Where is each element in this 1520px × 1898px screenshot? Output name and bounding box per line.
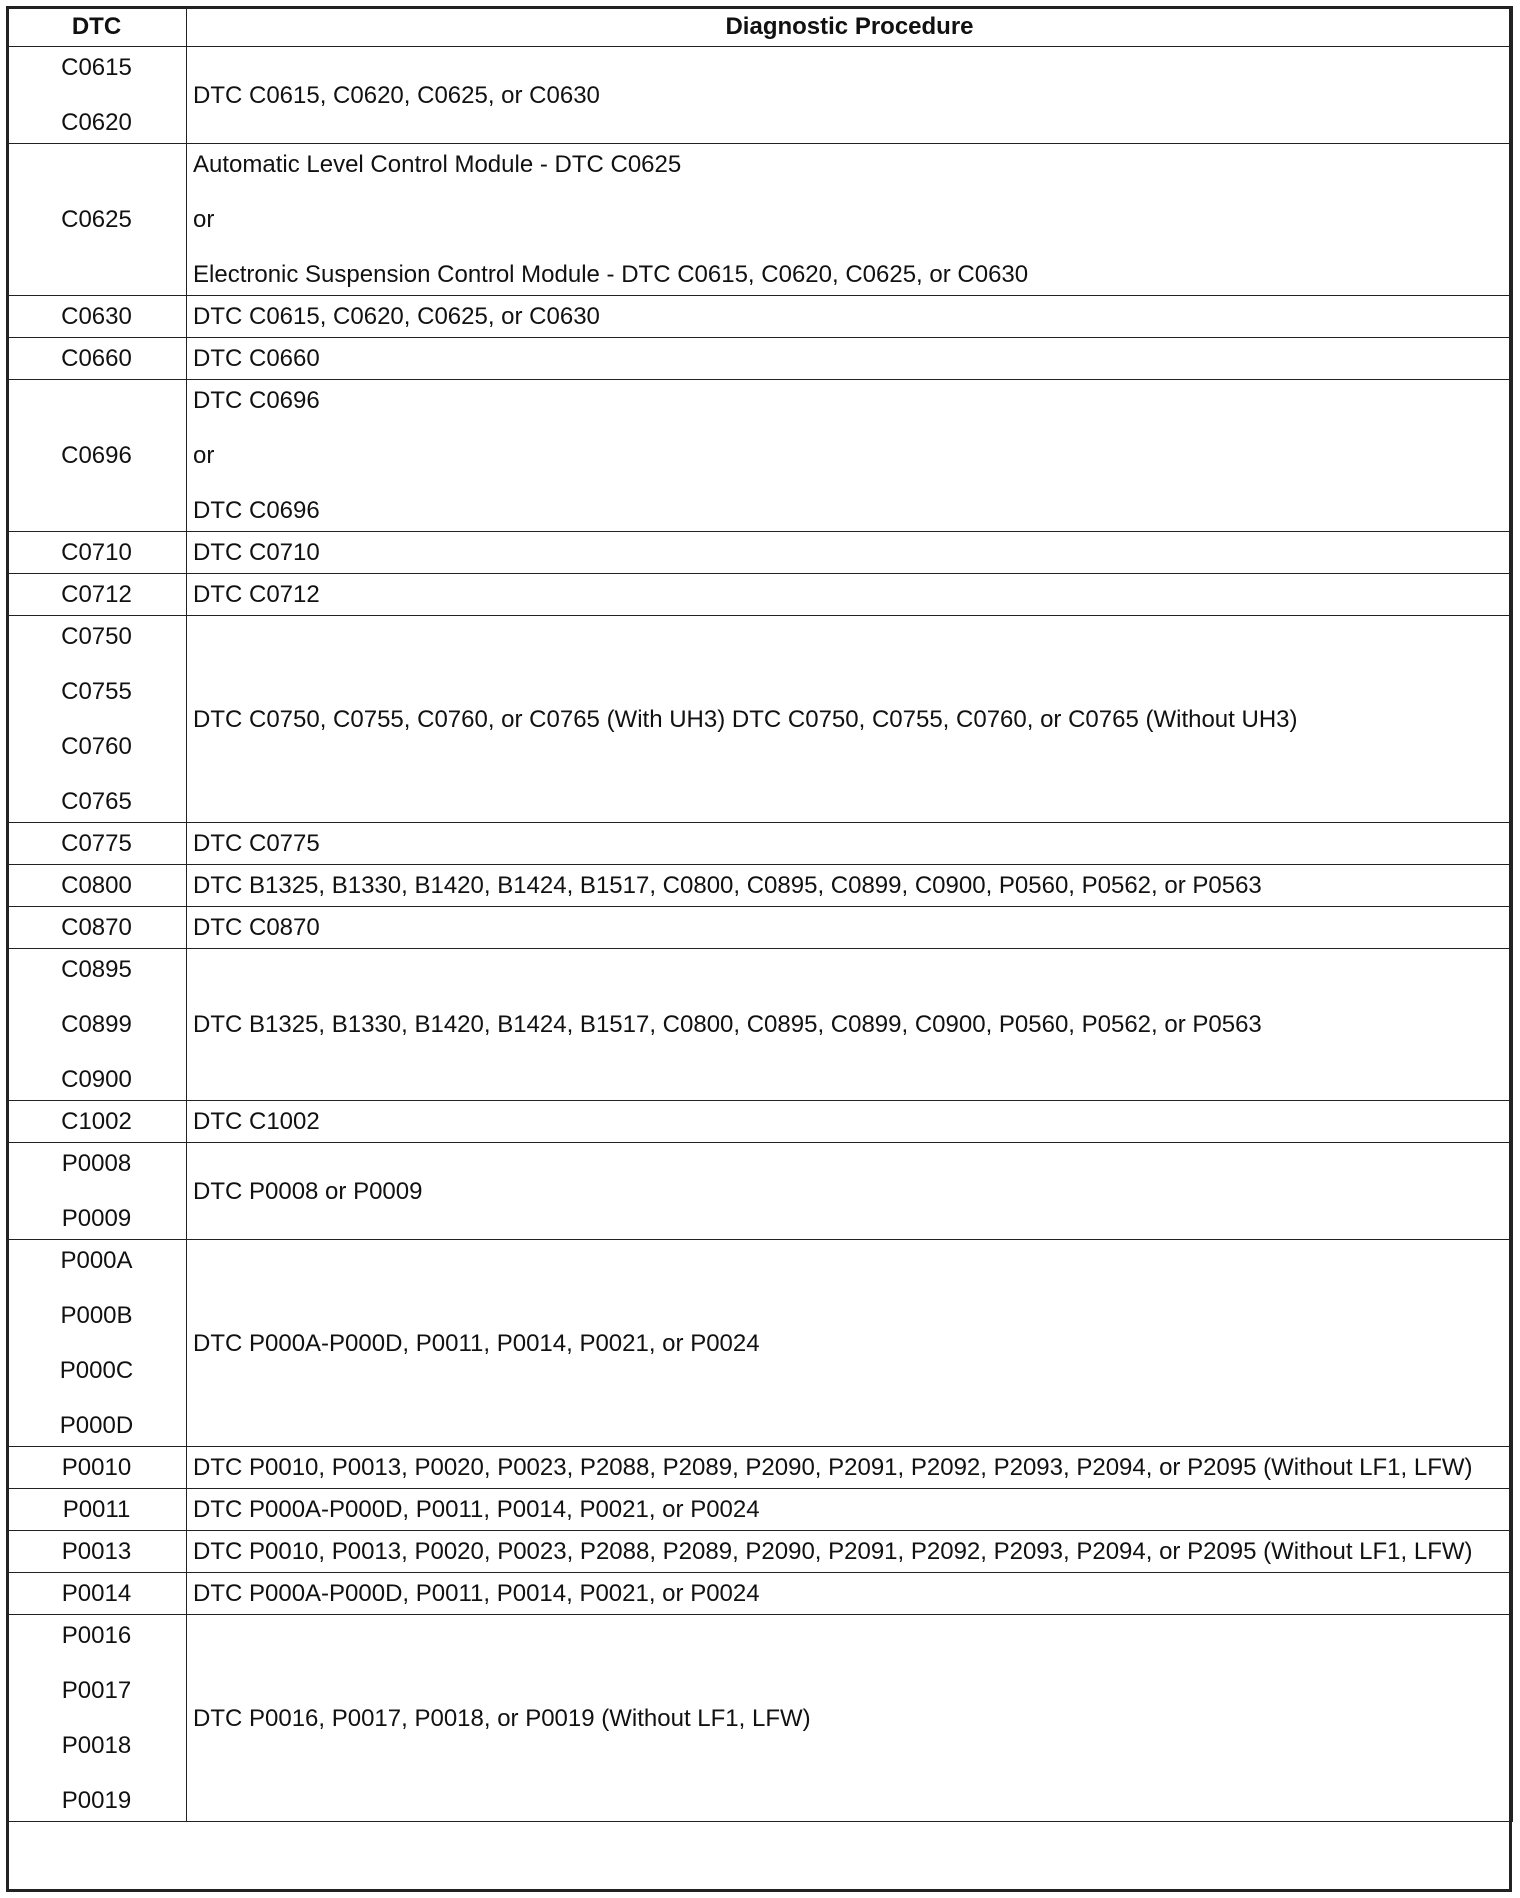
dtc-code: C0900 [61,1066,132,1093]
procedure-text: or [193,206,215,233]
diagnostic-procedure-cell [187,865,1513,907]
diagnostic-procedure-cell [187,1489,1513,1531]
dtc-code: C0660 [61,345,132,372]
table-row [7,823,1513,865]
table-header-row [7,7,1513,47]
dtc-code: C0620 [61,109,132,136]
dtc-code-cell [7,907,187,949]
diagnostic-procedure-cell [187,380,1513,532]
diagnostic-procedure-cell [187,338,1513,380]
dtc-code: C0895 [61,956,132,983]
table-row [7,1615,1513,1822]
dtc-code-cell [7,1101,187,1143]
procedure-text: DTC C0870 [193,914,320,941]
dtc-table [6,6,1513,1822]
procedure-text: DTC C0775 [193,830,320,857]
procedure-text: DTC P000A-P000D, P0011, P0014, P0021, or P0024 [193,1580,760,1607]
table-row [7,1143,1513,1240]
diagnostic-procedure-cell [187,1240,1513,1447]
dtc-code-cell [7,532,187,574]
table-row [7,574,1513,616]
dtc-code: C1002 [61,1108,132,1135]
procedure-text: DTC B1325, B1330, B1420, B1424, B1517, C0800, C0895, C0899, C0900, P0560, P0562, or P0563 [193,872,1262,899]
table-row [7,1573,1513,1615]
diagnostic-procedure-cell [187,907,1513,949]
dtc-code: C0710 [61,539,132,566]
dtc-code: P0011 [62,1496,131,1523]
diagnostic-procedure-cell [187,1447,1513,1489]
procedure-text: DTC C0696 [193,497,320,524]
dtc-code-cell [7,823,187,865]
dtc-code: P000A [60,1247,133,1274]
diagnostic-procedure-cell [187,574,1513,616]
dtc-code: C0870 [61,914,132,941]
table-row [7,338,1513,380]
dtc-code: C0696 [61,442,132,469]
dtc-code: C0712 [61,581,132,608]
table-row [7,1531,1513,1573]
diagnostic-procedure-cell [187,47,1513,144]
dtc-code-cell [7,1615,187,1822]
diagnostic-procedure-cell [187,532,1513,574]
dtc-code: P0016 [61,1622,132,1649]
dtc-code: C0760 [61,733,132,760]
dtc-code: C0750 [61,623,132,650]
header-diagnostic-procedure: Diagnostic Procedure [187,7,1513,47]
dtc-code: P0017 [61,1677,132,1704]
dtc-code: C0899 [61,1011,132,1038]
dtc-code-cell [7,144,187,296]
dtc-code: P0014 [61,1580,132,1607]
dtc-code: P000D [59,1412,134,1439]
procedure-text: DTC C0712 [193,581,320,608]
table-row [7,616,1513,823]
dtc-code-cell [7,616,187,823]
procedure-text: DTC P0008 or P0009 [193,1177,423,1205]
procedure-text: DTC C0615, C0620, C0625, or C0630 [193,303,600,330]
procedure-text: DTC C1002 [193,1108,320,1135]
diagnostic-procedure-cell [187,1573,1513,1615]
dtc-code-cell [7,380,187,532]
dtc-code: C0775 [61,830,132,857]
table-row [7,1447,1513,1489]
diagnostic-procedure-cell [187,1101,1513,1143]
table-row [7,1101,1513,1143]
dtc-code-cell [7,865,187,907]
dtc-code-cell [7,1447,187,1489]
dtc-code-cell [7,47,187,144]
procedure-text: DTC P0016, P0017, P0018, or P0019 (Without LF1, LFW) [193,1704,811,1732]
table-row [7,949,1513,1101]
dtc-code-cell [7,296,187,338]
dtc-code: C0800 [61,872,132,899]
dtc-code: P0010 [61,1454,132,1481]
procedure-text: DTC C0660 [193,345,320,372]
diagnostic-procedure-cell [187,616,1513,823]
procedure-text: DTC P0010, P0013, P0020, P0023, P2088, P2089, P2090, P2091, P2092, P2093, P2094, or P2095 (Without LF1, LFW) [193,1538,1473,1565]
table-row [7,865,1513,907]
diagnostic-procedure-cell [187,1531,1513,1573]
dtc-code: C0765 [61,788,132,815]
procedure-text: Automatic Level Control Module - DTC C0625 [193,151,682,178]
dtc-code: C0625 [61,206,132,233]
dtc-code: P0013 [61,1538,132,1565]
table-row [7,532,1513,574]
table-row [7,1489,1513,1531]
dtc-code: P000C [59,1357,134,1384]
procedure-text: DTC P000A-P000D, P0011, P0014, P0021, or P0024 [193,1329,760,1357]
dtc-code: C0630 [61,303,132,330]
diagnostic-procedure-cell [187,949,1513,1101]
diagnostic-procedure-cell [187,296,1513,338]
table-row [7,47,1513,144]
procedure-text: DTC C0750, C0755, C0760, or C0765 (With UH3) DTC C0750, C0755, C0760, or C0765 (Without UH3) [193,705,1298,733]
table-row [7,296,1513,338]
dtc-code: P0019 [61,1787,132,1814]
diagnostic-procedure-cell [187,144,1513,296]
procedure-text: DTC P000A-P000D, P0011, P0014, P0021, or P0024 [193,1496,760,1523]
dtc-code: P0008 [61,1150,132,1177]
dtc-code: P000B [60,1302,133,1329]
dtc-code-cell [7,1240,187,1447]
table-row [7,380,1513,532]
dtc-code: P0018 [61,1732,132,1759]
dtc-code-cell [7,1143,187,1240]
dtc-code-cell [7,949,187,1101]
procedure-text: or [193,442,215,469]
dtc-code: C0755 [61,678,132,705]
procedure-text: DTC C0696 [193,387,320,414]
dtc-code-cell [7,1573,187,1615]
diagnostic-procedure-cell [187,823,1513,865]
diagnostic-procedure-cell [187,1615,1513,1822]
table-row [7,1240,1513,1447]
table-body [7,47,1513,1822]
diagnostic-procedure-cell [187,1143,1513,1240]
dtc-code-cell [7,1531,187,1573]
dtc-code-cell [7,574,187,616]
dtc-code-cell [7,1489,187,1531]
procedure-text: DTC C0615, C0620, C0625, or C0630 [193,81,600,109]
header-dtc: DTC [7,7,187,47]
dtc-code: C0615 [61,54,132,81]
dtc-code: P0009 [61,1205,132,1232]
table-row [7,907,1513,949]
procedure-text: DTC P0010, P0013, P0020, P0023, P2088, P2089, P2090, P2091, P2092, P2093, P2094, or P2095 (Without LF1, LFW) [193,1454,1473,1481]
table-row [7,144,1513,296]
procedure-text: Electronic Suspension Control Module - DTC C0615, C0620, C0625, or C0630 [193,261,1029,288]
procedure-text: DTC C0710 [193,539,320,566]
procedure-text: DTC B1325, B1330, B1420, B1424, B1517, C0800, C0895, C0899, C0900, P0560, P0562, or P0563 [193,1011,1262,1038]
dtc-code-cell [7,338,187,380]
